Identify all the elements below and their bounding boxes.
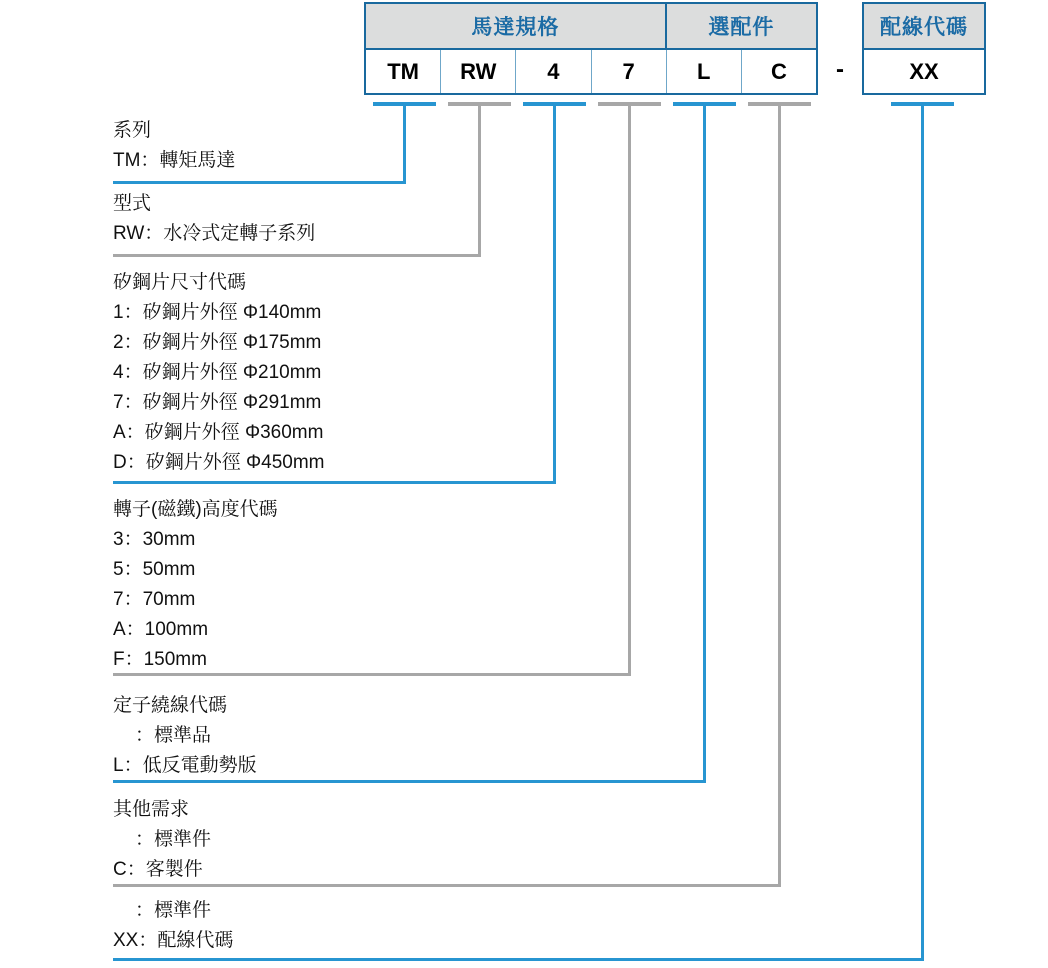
connector-stem-l xyxy=(703,104,706,783)
code-separator-dash: - xyxy=(836,55,844,83)
section-title: 轉子(磁鐵)高度代碼 xyxy=(113,499,278,520)
code-item: RW：水冷式定轉子系列 xyxy=(113,223,316,244)
section-wiring xyxy=(113,896,233,956)
code-cell-lamination-size: 4 xyxy=(516,50,591,93)
section-other xyxy=(113,795,211,885)
code-item: A：100mm xyxy=(113,619,209,640)
connector-stem-c xyxy=(778,104,781,887)
wiring-code-table-header xyxy=(864,4,984,50)
code-item: D：矽鋼片外徑 Φ450mm xyxy=(113,452,325,473)
section-title: 其他需求 xyxy=(113,799,190,820)
section-winding xyxy=(113,691,257,781)
code-item: TM：轉矩馬達 xyxy=(113,150,236,171)
code-cell-type: RW xyxy=(441,50,516,93)
code-item: 3：30mm xyxy=(113,529,196,550)
connector-stem-7 xyxy=(628,104,631,676)
code-cell-winding: L xyxy=(667,50,742,93)
code-item: 7：矽鋼片外徑 Φ291mm xyxy=(113,392,322,413)
connector-rule-other xyxy=(113,884,781,887)
section-rotor-height xyxy=(113,495,278,675)
code-cell-other: C xyxy=(771,58,787,84)
section-title: 定子繞線代碼 xyxy=(113,695,228,716)
section-lamination-size xyxy=(113,268,325,478)
model-code-table-codes xyxy=(366,50,816,93)
section-series xyxy=(113,116,235,176)
code-item: ：標準品 xyxy=(135,725,212,746)
model-code-table xyxy=(364,2,818,95)
wiring-code-table-codes xyxy=(864,50,984,93)
code-item: A：矽鋼片外徑 Φ360mm xyxy=(113,422,324,443)
group-header-options: 選配件 xyxy=(708,16,775,39)
section-title: 矽鋼片尺寸代碼 xyxy=(113,272,247,293)
section-type xyxy=(113,189,315,249)
group-header-motor-spec: 馬達規格 xyxy=(366,4,667,48)
code-item: 1：矽鋼片外徑 Φ140mm xyxy=(113,302,322,323)
connector-rule-type xyxy=(113,254,481,257)
code-cell-series: TM xyxy=(366,50,441,93)
section-title: 型式 xyxy=(113,193,152,214)
code-item: 4：矽鋼片外徑 Φ210mm xyxy=(113,362,322,383)
connector-rule-series xyxy=(113,181,406,184)
code-cell-rotor-height: 7 xyxy=(592,50,667,93)
connector-stem-4 xyxy=(553,104,556,484)
code-item: XX：配線代碼 xyxy=(113,930,234,951)
code-item: ：標準件 xyxy=(135,829,212,850)
connector-stem-xx xyxy=(921,104,924,961)
code-item: 5：50mm xyxy=(113,559,196,580)
code-item: ：標準件 xyxy=(135,900,212,921)
code-item: 2：矽鋼片外徑 Φ175mm xyxy=(113,332,322,353)
code-cell-wiring: XX xyxy=(909,58,939,84)
group-header-wiring-code: 配線代碼 xyxy=(880,16,968,39)
connector-stem-rw xyxy=(478,104,481,257)
connector-rule-wiring xyxy=(113,958,924,961)
connector-stem-tm xyxy=(403,104,406,184)
wiring-code-table xyxy=(862,2,986,95)
code-item: C：客製件 xyxy=(113,859,203,880)
code-item: 7：70mm xyxy=(113,589,196,610)
model-code-table-header xyxy=(366,4,816,50)
code-item: F：150mm xyxy=(113,649,207,670)
section-title: 系列 xyxy=(113,120,152,141)
connector-rule-lamination xyxy=(113,481,556,484)
code-item: L：低反電動勢版 xyxy=(113,755,257,776)
